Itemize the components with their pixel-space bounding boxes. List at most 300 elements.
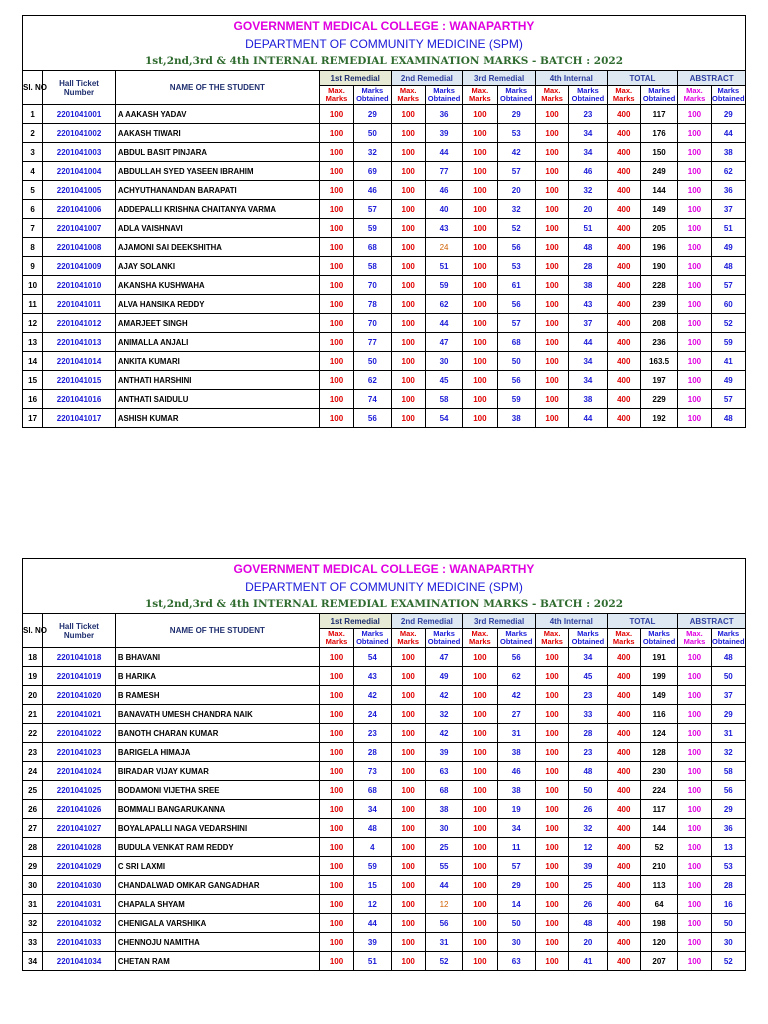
hall-ticket-cell: 2201041004 [43,162,116,181]
marks-obtained-cell: 62 [497,667,535,686]
max-marks-cell: 100 [319,895,353,914]
max-marks-cell: 100 [391,105,425,124]
max-marks-cell: 100 [535,276,568,295]
hall-ticket-cell: 2201041018 [43,648,116,667]
max-marks-cell: 100 [391,124,425,143]
hall-ticket-cell: 2201041032 [43,914,116,933]
marks-obtained-cell: 43 [569,295,607,314]
abstract-max-cell: 100 [678,257,711,276]
sl-no-cell: 18 [23,648,43,667]
max-marks-cell: 100 [463,333,497,352]
abstract-obtained-cell: 16 [711,895,745,914]
marks-obtained-cell: 50 [569,781,607,800]
marks-obtained-cell: 50 [497,352,535,371]
marks-obtained-cell: 63 [497,952,535,971]
marks-obtained-cell: 24 [425,238,462,257]
table-row [23,219,746,238]
abstract-obtained-cell: 48 [711,648,745,667]
max-marks-cell: 100 [319,819,353,838]
total-obtained-cell: 64 [640,895,677,914]
marks-obtained-cell: 42 [425,686,462,705]
marks-obtained-cell: 41 [569,952,607,971]
marks-obtained-cell: 70 [354,314,391,333]
marks-obtained-cell: 23 [569,743,607,762]
abstract-obtained-cell: 62 [711,162,745,181]
marks-obtained-cell: 29 [497,105,535,124]
max-marks-cell: 100 [463,838,497,857]
max-marks-cell: 100 [391,314,425,333]
total-obtained-cell: 224 [640,781,677,800]
marks-obtained-cell: 56 [354,409,391,428]
abstract-max-cell: 100 [678,105,711,124]
max-marks-cell: 100 [463,143,497,162]
max-marks-cell: 100 [535,781,568,800]
marks-obtained-cell: 31 [497,724,535,743]
total-obtained-cell: 229 [640,390,677,409]
marks-obtained-cell: 33 [569,705,607,724]
sl-no-cell: 12 [23,314,43,333]
max-marks-cell: 100 [535,371,568,390]
total-max-cell: 400 [607,352,640,371]
hall-ticket-cell: 2201041022 [43,724,116,743]
marks-obtained-cell: 51 [354,952,391,971]
col-group-3rd-remedial: 3rd Remedial [463,614,536,629]
max-marks-cell: 100 [463,295,497,314]
student-name-cell: CHENIGALA VARSHIKA [115,914,319,933]
total-obtained-cell: 150 [640,143,677,162]
marks-obtained-cell: 69 [354,162,391,181]
max-marks-cell: 100 [319,333,353,352]
total-max-cell: 400 [607,105,640,124]
total-max-cell: 400 [607,857,640,876]
max-marks-cell: 100 [535,200,568,219]
max-marks-cell: 100 [535,914,568,933]
marks-obtained-cell: 73 [354,762,391,781]
student-name-cell: BOYALAPALLI NAGA VEDARSHINI [115,819,319,838]
col-max-marks: Max. Marks [535,86,568,105]
marks-table [22,613,746,971]
hall-ticket-cell: 2201041026 [43,800,116,819]
marks-obtained-cell: 30 [425,819,462,838]
abstract-max-cell: 100 [678,705,711,724]
total-obtained-cell: 124 [640,724,677,743]
total-max-cell: 400 [607,762,640,781]
abstract-obtained-cell: 30 [711,933,745,952]
marks-obtained-cell: 27 [497,705,535,724]
max-marks-cell: 100 [535,933,568,952]
col-group-1st-remedial: 1st Remedial [319,71,391,86]
col-max-marks: Max. Marks [319,86,353,105]
col-marks-obtained: Marks Obtained [497,86,535,105]
marks-obtained-cell: 59 [354,857,391,876]
student-name-cell: ADDEPALLI KRISHNA CHAITANYA VARMA [115,200,319,219]
marks-obtained-cell: 62 [354,371,391,390]
student-name-cell: CHETAN RAM [115,952,319,971]
student-name-cell: CHAPALA SHYAM [115,895,319,914]
marks-obtained-cell: 50 [354,124,391,143]
col-group-abstract: ABSTRACT [678,71,746,86]
marks-obtained-cell: 43 [354,667,391,686]
total-max-cell: 400 [607,705,640,724]
marks-obtained-cell: 53 [497,124,535,143]
abstract-obtained-cell: 59 [711,333,745,352]
marks-obtained-cell: 23 [354,724,391,743]
sl-no-cell: 2 [23,124,43,143]
max-marks-cell: 100 [463,895,497,914]
max-marks-cell: 100 [535,686,568,705]
sl-no-cell: 22 [23,724,43,743]
marks-obtained-cell: 24 [354,705,391,724]
sl-no-cell: 29 [23,857,43,876]
sl-no-cell: 8 [23,238,43,257]
student-name-cell: B BHAVANI [115,648,319,667]
abstract-obtained-cell: 53 [711,857,745,876]
total-max-cell: 400 [607,781,640,800]
max-marks-cell: 100 [535,724,568,743]
max-marks-cell: 100 [391,200,425,219]
total-max-cell: 400 [607,743,640,762]
max-marks-cell: 100 [391,276,425,295]
marks-obtained-cell: 28 [354,743,391,762]
total-obtained-cell: 149 [640,200,677,219]
college-title: GOVERNMENT MEDICAL COLLEGE : WANAPARTHY [233,562,535,576]
max-marks-cell: 100 [463,124,497,143]
max-marks-cell: 100 [319,238,353,257]
marks-obtained-cell: 58 [425,390,462,409]
hall-ticket-cell: 2201041008 [43,238,116,257]
max-marks-cell: 100 [463,181,497,200]
max-marks-cell: 100 [391,876,425,895]
marks-obtained-cell: 39 [425,124,462,143]
col-marks-obtained: Marks Obtained [354,629,391,648]
marks-obtained-cell: 34 [497,819,535,838]
abstract-max-cell: 100 [678,352,711,371]
department-title: DEPARTMENT OF COMMUNITY MEDICINE (SPM) [245,37,523,51]
marks-obtained-cell: 39 [354,933,391,952]
abstract-obtained-cell: 38 [711,143,745,162]
col-marks-obtained: Marks Obtained [354,86,391,105]
total-obtained-cell: 196 [640,238,677,257]
col-sl: Sl. NO [23,71,43,105]
max-marks-cell: 100 [319,876,353,895]
col-hall-ticket: Hall Ticket Number [43,614,116,648]
abstract-max-cell: 100 [678,895,711,914]
col-marks-obtained: Marks Obtained [640,629,677,648]
hall-ticket-cell: 2201041025 [43,781,116,800]
sl-no-cell: 31 [23,895,43,914]
max-marks-cell: 100 [463,724,497,743]
marks-obtained-cell: 44 [354,914,391,933]
total-obtained-cell: 210 [640,857,677,876]
student-name-cell: A AAKASH YADAV [115,105,319,124]
col-max-marks: Max. Marks [607,629,640,648]
student-name-cell: BARIGELA HIMAJA [115,743,319,762]
max-marks-cell: 100 [319,276,353,295]
sl-no-cell: 28 [23,838,43,857]
total-obtained-cell: 230 [640,762,677,781]
marks-obtained-cell: 68 [497,333,535,352]
total-obtained-cell: 239 [640,295,677,314]
max-marks-cell: 100 [463,743,497,762]
total-max-cell: 400 [607,409,640,428]
hall-ticket-cell: 2201041002 [43,124,116,143]
total-obtained-cell: 52 [640,838,677,857]
col-marks-obtained: Marks Obtained [497,629,535,648]
col-max-marks: Max. Marks [463,629,497,648]
marks-obtained-cell: 77 [354,333,391,352]
table-row [23,333,746,352]
table-row [23,724,746,743]
table-body [23,105,746,428]
marks-obtained-cell: 62 [425,295,462,314]
marks-obtained-cell: 38 [569,390,607,409]
student-name-cell: B RAMESH [115,686,319,705]
max-marks-cell: 100 [319,914,353,933]
marks-sheet-page-2 [22,558,746,971]
max-marks-cell: 100 [535,143,568,162]
max-marks-cell: 100 [319,686,353,705]
marks-obtained-cell: 68 [425,781,462,800]
student-name-cell: C SRI LAXMI [115,857,319,876]
total-obtained-cell: 128 [640,743,677,762]
abstract-obtained-cell: 57 [711,276,745,295]
max-marks-cell: 100 [535,952,568,971]
max-marks-cell: 100 [535,876,568,895]
student-name-cell: BODAMONI VIJETHA SREE [115,781,319,800]
max-marks-cell: 100 [391,390,425,409]
max-marks-cell: 100 [535,238,568,257]
table-row [23,314,746,333]
total-obtained-cell: 198 [640,914,677,933]
max-marks-cell: 100 [319,181,353,200]
max-marks-cell: 100 [319,838,353,857]
col-name: NAME OF THE STUDENT [115,614,319,648]
marks-obtained-cell: 56 [497,648,535,667]
col-max-marks: Max. Marks [678,629,711,648]
student-name-cell: ADLA VAISHNAVI [115,219,319,238]
abstract-max-cell: 100 [678,219,711,238]
total-max-cell: 400 [607,124,640,143]
abstract-obtained-cell: 37 [711,200,745,219]
hall-ticket-cell: 2201041013 [43,333,116,352]
marks-obtained-cell: 63 [425,762,462,781]
max-marks-cell: 100 [391,648,425,667]
marks-obtained-cell: 39 [425,743,462,762]
marks-obtained-cell: 19 [497,800,535,819]
marks-obtained-cell: 48 [354,819,391,838]
marks-obtained-cell: 20 [497,181,535,200]
col-max-marks: Max. Marks [463,86,497,105]
max-marks-cell: 100 [319,219,353,238]
total-obtained-cell: 236 [640,333,677,352]
marks-obtained-cell: 56 [497,238,535,257]
table-row [23,914,746,933]
exam-title: 1st,2nd,3rd & 4th INTERNAL REMEDIAL EXAMINATION MARKS - BATCH : 2022 [144,598,624,610]
marks-obtained-cell: 31 [425,933,462,952]
max-marks-cell: 100 [535,648,568,667]
max-marks-cell: 100 [391,895,425,914]
total-obtained-cell: 208 [640,314,677,333]
total-obtained-cell: 249 [640,162,677,181]
total-obtained-cell: 197 [640,371,677,390]
max-marks-cell: 100 [535,105,568,124]
marks-obtained-cell: 32 [569,181,607,200]
hall-ticket-cell: 2201041015 [43,371,116,390]
sl-no-cell: 16 [23,390,43,409]
marks-obtained-cell: 34 [569,124,607,143]
col-group-total: TOTAL [607,71,678,86]
marks-obtained-cell: 28 [569,257,607,276]
marks-obtained-cell: 12 [569,838,607,857]
max-marks-cell: 100 [535,895,568,914]
col-max-marks: Max. Marks [535,629,568,648]
marks-table [22,70,746,428]
table-row [23,352,746,371]
sl-no-cell: 5 [23,181,43,200]
hall-ticket-cell: 2201041031 [43,895,116,914]
marks-obtained-cell: 58 [354,257,391,276]
max-marks-cell: 100 [319,314,353,333]
max-marks-cell: 100 [463,648,497,667]
sl-no-cell: 30 [23,876,43,895]
max-marks-cell: 100 [463,276,497,295]
col-group-abstract: ABSTRACT [678,614,746,629]
max-marks-cell: 100 [391,781,425,800]
abstract-max-cell: 100 [678,876,711,895]
col-group-2nd-remedial: 2nd Remedial [391,71,463,86]
total-max-cell: 400 [607,200,640,219]
hall-ticket-cell: 2201041019 [43,667,116,686]
max-marks-cell: 100 [463,819,497,838]
total-obtained-cell: 199 [640,667,677,686]
marks-obtained-cell: 38 [497,743,535,762]
max-marks-cell: 100 [319,724,353,743]
total-max-cell: 400 [607,895,640,914]
marks-obtained-cell: 77 [425,162,462,181]
table-row [23,819,746,838]
total-obtained-cell: 205 [640,219,677,238]
marks-obtained-cell: 34 [569,143,607,162]
sl-no-cell: 34 [23,952,43,971]
abstract-max-cell: 100 [678,800,711,819]
max-marks-cell: 100 [463,105,497,124]
marks-obtained-cell: 38 [425,800,462,819]
table-row [23,933,746,952]
student-name-cell: ABDUL BASIT PINJARA [115,143,319,162]
total-max-cell: 400 [607,819,640,838]
marks-obtained-cell: 25 [425,838,462,857]
marks-obtained-cell: 56 [425,914,462,933]
max-marks-cell: 100 [319,390,353,409]
max-marks-cell: 100 [535,390,568,409]
total-max-cell: 400 [607,333,640,352]
max-marks-cell: 100 [463,257,497,276]
table-row [23,105,746,124]
sl-no-cell: 23 [23,743,43,762]
col-hall-ticket: Hall Ticket Number [43,71,116,105]
max-marks-cell: 100 [319,762,353,781]
max-marks-cell: 100 [463,781,497,800]
max-marks-cell: 100 [319,124,353,143]
student-name-cell: BOMMALI BANGARUKANNA [115,800,319,819]
hall-ticket-cell: 2201041030 [43,876,116,895]
abstract-obtained-cell: 48 [711,257,745,276]
sl-no-cell: 19 [23,667,43,686]
total-max-cell: 400 [607,914,640,933]
total-max-cell: 400 [607,724,640,743]
col-group-3rd-remedial: 3rd Remedial [463,71,536,86]
sl-no-cell: 25 [23,781,43,800]
abstract-obtained-cell: 50 [711,667,745,686]
total-max-cell: 400 [607,257,640,276]
abstract-max-cell: 100 [678,857,711,876]
max-marks-cell: 100 [463,371,497,390]
max-marks-cell: 100 [319,105,353,124]
hall-ticket-cell: 2201041034 [43,952,116,971]
max-marks-cell: 100 [319,409,353,428]
marks-obtained-cell: 30 [425,352,462,371]
max-marks-cell: 100 [391,819,425,838]
marks-obtained-cell: 34 [569,352,607,371]
abstract-obtained-cell: 52 [711,314,745,333]
max-marks-cell: 100 [535,409,568,428]
max-marks-cell: 100 [463,219,497,238]
hall-ticket-cell: 2201041005 [43,181,116,200]
marks-obtained-cell: 51 [569,219,607,238]
sl-no-cell: 7 [23,219,43,238]
abstract-obtained-cell: 36 [711,181,745,200]
max-marks-cell: 100 [391,952,425,971]
marks-obtained-cell: 44 [569,333,607,352]
max-marks-cell: 100 [535,257,568,276]
table-row [23,743,746,762]
marks-obtained-cell: 52 [497,219,535,238]
sl-no-cell: 3 [23,143,43,162]
marks-obtained-cell: 59 [497,390,535,409]
table-row [23,181,746,200]
marks-obtained-cell: 29 [497,876,535,895]
marks-obtained-cell: 36 [425,105,462,124]
sl-no-cell: 21 [23,705,43,724]
student-name-cell: ANTHATI HARSHINI [115,371,319,390]
table-row [23,762,746,781]
marks-obtained-cell: 50 [497,914,535,933]
marks-obtained-cell: 44 [425,876,462,895]
sl-no-cell: 15 [23,371,43,390]
abstract-max-cell: 100 [678,390,711,409]
col-max-marks: Max. Marks [319,629,353,648]
col-marks-obtained: Marks Obtained [569,86,607,105]
abstract-obtained-cell: 32 [711,743,745,762]
table-row [23,390,746,409]
max-marks-cell: 100 [535,800,568,819]
hall-ticket-cell: 2201041016 [43,390,116,409]
abstract-obtained-cell: 13 [711,838,745,857]
table-row [23,667,746,686]
total-obtained-cell: 192 [640,409,677,428]
sl-no-cell: 26 [23,800,43,819]
abstract-max-cell: 100 [678,743,711,762]
student-name-cell: BUDULA VENKAT RAM REDDY [115,838,319,857]
max-marks-cell: 100 [319,743,353,762]
student-name-cell: ASHISH KUMAR [115,409,319,428]
max-marks-cell: 100 [319,857,353,876]
max-marks-cell: 100 [535,743,568,762]
max-marks-cell: 100 [535,762,568,781]
student-name-cell: ANKITA KUMARI [115,352,319,371]
marks-obtained-cell: 46 [354,181,391,200]
marks-obtained-cell: 44 [425,314,462,333]
